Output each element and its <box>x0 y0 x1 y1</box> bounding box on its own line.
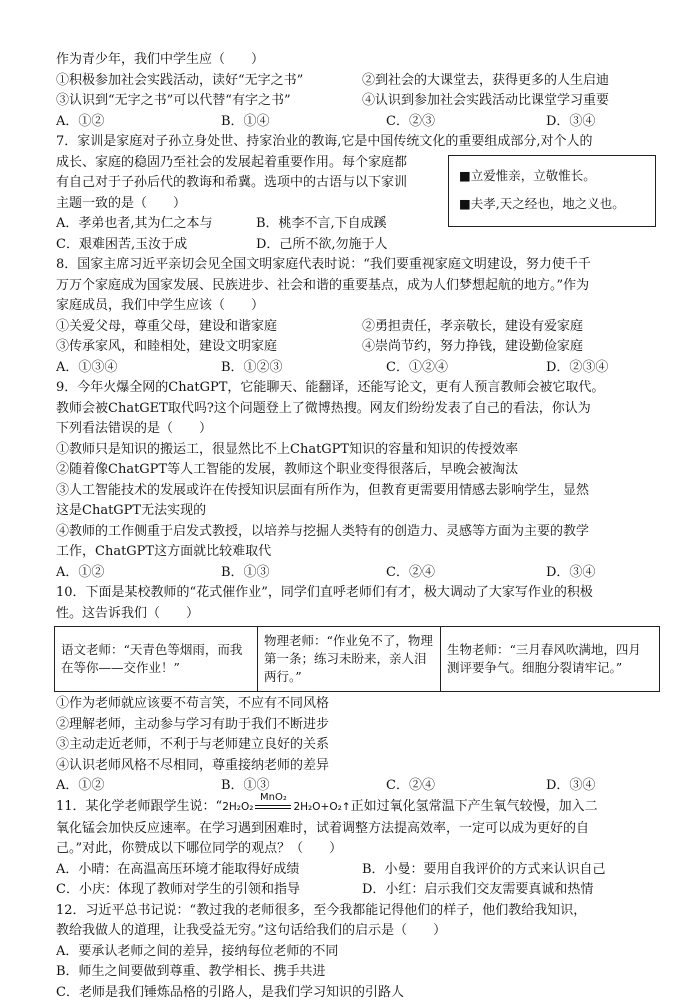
q7-option-c[interactable]: C．艰难困苦,玉汝于成 <box>56 235 256 256</box>
q7-stem-line: 主题一致的是（ ） <box>56 194 451 215</box>
q8-statement-1: ①关爱父母，尊重父母，建设和谐家庭 <box>56 317 362 338</box>
chinese-teacher-cell: 语文老师：“天青色等烟雨，而我在等你——交作业！” <box>55 627 258 692</box>
q7-stem-line: 7．家训是家庭对子孙立身处世、持家治业的教诲,它是中国传统文化的重要组成部分,对个人的 <box>56 132 666 153</box>
q11-stem-line <box>56 797 666 819</box>
q8-option-a[interactable]: A．①③④ <box>56 358 221 379</box>
q10-option-a[interactable]: A．①② <box>56 776 221 797</box>
equation-arrow <box>253 797 293 818</box>
q11-option-d[interactable]: D．小红：启示我们交友需要真诚和热情 <box>362 880 593 901</box>
q9-statement-line: 这是ChatGPT无法实现的 <box>56 501 666 522</box>
q8-option-d[interactable]: D．②③④ <box>546 358 608 379</box>
q6-option-a[interactable]: A．①② <box>56 112 221 133</box>
q7-option-d[interactable]: D．己所不欲,勿施于人 <box>256 235 388 256</box>
q9-statement-line: ①教师只是知识的搬运工，很显然比不上ChatGPT知识的容量和知识的传授效率 <box>56 440 666 461</box>
equation-products: 2H₂O+O₂↑ <box>293 801 350 813</box>
equation-catalyst: MnO₂ <box>253 788 293 809</box>
family-motto-1: ■立爱惟亲，立敬惟长。 <box>459 162 649 190</box>
q9-option-c[interactable]: C．②④ <box>386 563 546 584</box>
q6-stem: 作为青少年，我们中学生应（ ） <box>56 50 666 71</box>
q8-stem-line: 家庭成员，我们中学生应该（ ） <box>56 296 666 317</box>
family-motto-2: ■夫孝,天之经也，地之义也。 <box>459 190 649 218</box>
q11-option-a[interactable]: A．小晴：在高温高压环境才能取得好成绩 <box>56 860 362 881</box>
q7-option-b[interactable]: B．桃李不言,下自成蹊 <box>256 214 387 235</box>
equation-reactant: 2H₂O₂ <box>222 801 253 813</box>
q8-statement-4: ④崇尚节约，努力挣钱，建设勤俭家庭 <box>362 337 583 358</box>
teacher-quotes-table <box>54 626 660 692</box>
q6-statement-1: ①积极参加社会实践活动，读好“无字之书” <box>56 71 362 92</box>
q7-options-row1 <box>56 214 451 235</box>
q6-option-b[interactable]: B．①④ <box>221 112 386 133</box>
q6-option-c[interactable]: C．②③ <box>386 112 546 133</box>
q10-option-c[interactable]: C．②④ <box>386 776 546 797</box>
q10-statement-3: ③主动走近老师，不利于与老师建立良好的关系 <box>56 735 666 756</box>
q6-statements-row1 <box>56 71 666 92</box>
q8-stem-line: 8．国家主席习近平亲切会见全国文明家庭代表时说：“我们要重视家庭文明建设，努力使千千 <box>56 255 666 276</box>
q11-option-c[interactable]: C．小庆：体现了教师对学生的引领和指导 <box>56 880 362 901</box>
q9-statement-line: ③人工智能技术的发展或许在传授知识层面有所作为，但教育更需要用情感去影响学生，显然 <box>56 481 666 502</box>
q11-options-row1 <box>56 860 666 881</box>
q10-statement-4: ④认识老师风格不尽相同，尊重接纳老师的差异 <box>56 756 666 777</box>
q11-stem-line: 己。”对此，你赞成以下哪位同学的观点？（ ） <box>56 839 666 860</box>
q11-options-row2 <box>56 880 666 901</box>
q9-option-a[interactable]: A．①② <box>56 563 221 584</box>
q10-stem-line: 10．下面是某校教师的“花式催作业”，同学们直呼老师们有才，极大调动了大家写作业的积极 <box>56 583 666 604</box>
q7-options-row2 <box>56 235 451 256</box>
q8-stem-line: 万万个家庭成为国家发展、民族进步、社会和谐的重要基点，成为人们梦想起航的地方。”作为 <box>56 276 666 297</box>
q9-stem-line: 教师会被ChatGET取代吗?这个问题登上了微博热搜。网友们纷纷发表了自己的看法，你认为 <box>56 399 666 420</box>
table-row <box>55 627 660 692</box>
q6-statement-2: ②到社会的大课堂去，获得更多的人生启迪 <box>362 71 609 92</box>
q12-stem-line: 教给我做人的道理，让我受益无穷。”这句话给我们的启示是（ ） <box>56 921 666 942</box>
q6-statement-4: ④认识到参加社会实践活动比课堂学习重要 <box>362 91 609 112</box>
q7-option-a[interactable]: A．孝弟也者,其为仁之本与 <box>56 214 256 235</box>
family-motto-box <box>448 155 656 227</box>
q10-statement-1: ①作为老师就应该要不苟言笑，不应有不同风格 <box>56 694 666 715</box>
q6-option-d[interactable]: D．③④ <box>546 112 595 133</box>
q7-stem-line: 成长、家庭的稳固乃至社会的发展起着重要作用。每个家庭都 <box>56 153 451 174</box>
q9-option-d[interactable]: D．③④ <box>546 563 595 584</box>
q9-options <box>56 563 666 584</box>
q8-statement-3: ③传承家风，和睦相处，建设文明家庭 <box>56 337 362 358</box>
q11-post: 正如过氧化氢常温下产生氧气较慢，加入二 <box>351 799 598 814</box>
q9-stem-line: 9．今年火爆全网的ChatGPT，它能聊天、能翻译，还能写论文，更有人预言教师会被它取代。 <box>56 378 666 399</box>
biology-teacher-cell: 生物老师：“三月春风吹满地，四月测评要争气。细胞分裂请牢记。” <box>441 627 660 692</box>
q6-statement-3: ③认识到“无字之书”可以代替“有字之书” <box>56 91 362 112</box>
q11-option-b[interactable]: B．小曼：要用自我评价的方式来认识自己 <box>362 860 606 881</box>
q12-option-b[interactable]: B．师生之间要做到尊重、教学相长、携手共进 <box>56 962 666 983</box>
q7-stem-line: 有自己对于子孙后代的教诲和希冀。选项中的古语与以下家训 <box>56 173 451 194</box>
physics-teacher-cell: 物理老师：“作业免不了，物理第一条；练习未盼来，亲人泪两行。” <box>258 627 441 692</box>
q8-option-b[interactable]: B．①②③ <box>221 358 386 379</box>
q11-pre: 11．某化学老师跟学生说：“ <box>56 799 222 814</box>
q10-statement-2: ②理解老师，主动参与学习有助于我们不断进步 <box>56 715 666 736</box>
q10-option-d[interactable]: D．③④ <box>546 776 595 797</box>
q8-statements-row2 <box>56 337 666 358</box>
q6-statements-row2 <box>56 91 666 112</box>
q9-statement-line: 工作，ChatGPT这方面就比较难取代 <box>56 542 666 563</box>
q9-statement-line: ④教师的工作侧重于启发式教授，以培养与挖掘人类特有的创造力、灵感等方面为主要的教学 <box>56 522 666 543</box>
q9-stem-line: 下列看法错误的是（ ） <box>56 419 666 440</box>
q12-option-c[interactable]: C．老师是我们锤炼品格的引路人，是我们学习知识的引路人 <box>56 983 666 1003</box>
q8-statements-row1 <box>56 317 666 338</box>
q11-stem-line: 氧化锰会加快反应速率。在学习遇到困难时，试着调整方法提高效率，一定可以成为更好的自 <box>56 819 666 840</box>
q10-option-b[interactable]: B．①③ <box>221 776 386 797</box>
chemical-equation <box>222 801 350 813</box>
q8-option-c[interactable]: C．①②④ <box>386 358 546 379</box>
q9-statement-line: ②随着像ChatGPT等人工智能的发展，教师这个职业变得很落后，早晚会被淘汰 <box>56 460 666 481</box>
q8-options <box>56 358 666 379</box>
q8-statement-2: ②勇担责任，孝亲敬长，建设有爱家庭 <box>362 317 583 338</box>
q9-option-b[interactable]: B．①③ <box>221 563 386 584</box>
q12-option-a[interactable]: A．要承认老师之间的差异，接纳每位老师的不同 <box>56 942 666 963</box>
q10-stem-line: 性。这告诉我们（ ） <box>56 604 666 625</box>
q10-options <box>56 776 666 797</box>
q12-stem-line: 12．习近平总书记说：“教过我的老师很多，至今我都能记得他们的样子，他们教给我知识， <box>56 901 666 922</box>
q6-options <box>56 112 666 133</box>
